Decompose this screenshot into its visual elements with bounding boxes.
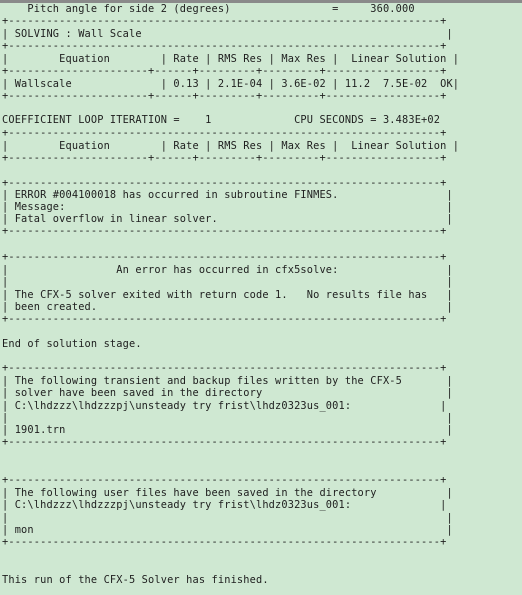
log-line: | Equation | Rate | RMS Res | Max Res | Linear Solution | [2, 53, 460, 65]
log-line: +--------------------------------------------------------------------+ [2, 474, 447, 486]
log-line: +--------------------------------------------------------------------+ [2, 177, 447, 189]
log-line: +--------------------------------------------------------------------+ [2, 127, 447, 139]
log-line: | The following user files have been saved in the directory | [2, 487, 453, 499]
log-line: | Wallscale | 0.13 | 2.1E-04 | 3.6E-02 | 11.2 7.5E-02 OK| [2, 78, 460, 90]
log-line: COEFFICIENT LOOP ITERATION = 1 CPU SECONDS = 3.483E+02 [2, 114, 441, 126]
log-line: +--------------------------------------------------------------------+ [2, 362, 447, 374]
log-line: This run of the CFX-5 Solver has finished. [2, 574, 269, 586]
log-line: | Equation | Rate | RMS Res | Max Res | Linear Solution | [2, 140, 460, 152]
log-line: +--------------------------------------------------------------------+ [2, 313, 447, 325]
log-line: | | [2, 276, 453, 288]
log-line: | 1901.trn | [2, 424, 453, 436]
log-line: | C:\lhdzzz\lhdzzzpj\unsteady try frist\lhdz0323us_001: | [2, 499, 447, 511]
log-line: | mon | [2, 524, 453, 536]
log-line: | The following transient and backup files written by the CFX-5 | [2, 375, 453, 387]
log-line: | Message: | [2, 201, 453, 213]
log-line: | SOLVING : Wall Scale | [2, 28, 453, 40]
log-line: +--------------------------------------------------------------------+ [2, 436, 447, 448]
log-line: | The CFX-5 solver exited with return code 1. No results file has | [2, 289, 453, 301]
log-line: | | [2, 512, 453, 524]
log-line: +--------------------------------------------------------------------+ [2, 225, 447, 237]
log-line: +--------------------------------------------------------------------+ [2, 40, 447, 52]
log-line: | ERROR #004100018 has occurred in subroutine FINMES. | [2, 189, 453, 201]
log-line: +--------------------------------------------------------------------+ [2, 15, 447, 27]
log-line: +--------------------------------------------------------------------+ [2, 251, 447, 263]
log-line: | been created. | [2, 301, 453, 313]
log-line: | solver have been saved in the directory | [2, 387, 453, 399]
log-line: | Fatal overflow in linear solver. | [2, 213, 453, 225]
log-line: | An error has occurred in cfx5solve: | [2, 264, 453, 276]
log-line: End of solution stage. [2, 338, 142, 350]
log-line: +--------------------------------------------------------------------+ [2, 536, 447, 548]
log-line: Pitch angle for side 2 (degrees) = 360.000 [2, 3, 415, 15]
log-line: | | [2, 412, 453, 424]
log-line: +----------------------+------+---------+---------+------------------+ [2, 65, 447, 77]
log-line: | C:\lhdzzz\lhdzzzpj\unsteady try frist\lhdz0323us_001: | [2, 400, 447, 412]
log-line: +----------------------+------+---------+---------+------------------+ [2, 152, 447, 164]
log-line: +----------------------+------+---------+---------+------------------+ [2, 90, 447, 102]
